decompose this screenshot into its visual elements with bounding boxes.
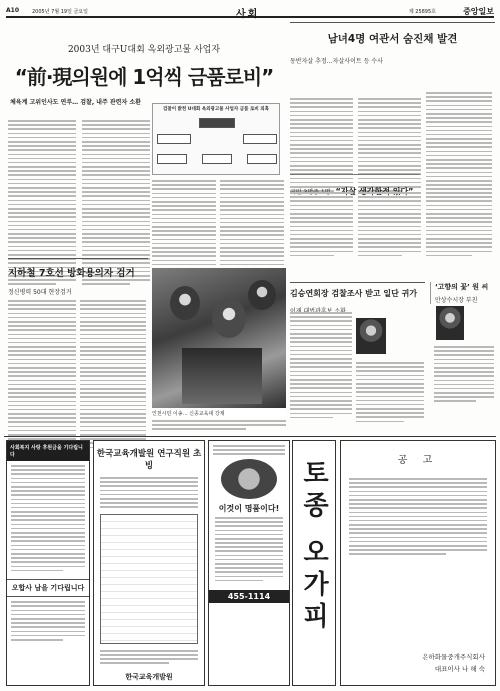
- notice-body: [341, 466, 495, 567]
- lead-story: [10, 42, 278, 106]
- ogapi-ad-body: [209, 514, 289, 584]
- ad-edu-institute: [93, 440, 205, 686]
- survey-body-col2: [358, 192, 421, 256]
- notice-signer: 대표이사 나 해 숙: [434, 665, 485, 673]
- motel-body-col3: [426, 92, 492, 194]
- edu-ad-table: [100, 514, 198, 644]
- subway-body-col2: [80, 300, 146, 448]
- ogapi-ad-phone: 455-1114: [209, 590, 289, 603]
- survey-body-col3: [426, 192, 492, 256]
- diagram-node-center: [199, 118, 235, 128]
- story-kim: [290, 282, 425, 315]
- story-subway: [8, 258, 148, 296]
- ad-ogapi-brand: [292, 440, 336, 686]
- ogapi-ad-top: [209, 441, 289, 459]
- kim-headline: 김승연회장 검찰조사 받고 일단 귀가: [290, 289, 418, 298]
- diagram-title: 검찰이 밝힌 U대회 옥외광고물 사업자 금품 로비 의혹: [163, 107, 269, 112]
- edu-ad-footer: 한국교육개발원: [125, 672, 173, 682]
- ogapi-brand: 토종 오가피: [298, 459, 329, 635]
- page-number: A10: [6, 7, 19, 14]
- motel-headline: 남녀4명 여관서 숨진채 발견: [327, 33, 458, 45]
- issue-date: 2005년 7월 19일 금요일: [32, 9, 89, 15]
- edu-ad-body: [94, 477, 204, 508]
- kim-body-col2: [356, 362, 424, 422]
- notice-company: 은하화물중개주식회사: [422, 653, 485, 661]
- lead-subhead: 체육계 고위인사도 연루… 검찰, 내주 관련자 소환: [10, 99, 141, 106]
- welfare-ad-big: 오합사 남을 기다립니다: [7, 579, 89, 597]
- lobby-diagram: [152, 103, 280, 175]
- sidebar-profile: [430, 282, 494, 304]
- section-title: 사회: [236, 9, 260, 20]
- lead-kicker: 2003년 대구U대회 옥외광고물 사업자: [67, 45, 221, 55]
- kim-photo: [356, 318, 386, 354]
- photo-person-1: [170, 286, 200, 320]
- edu-ad-title: 한국교육개발원 연구직원 초빙: [96, 449, 202, 471]
- photo-person-3: [248, 280, 276, 310]
- edition-number: 제 25895호: [408, 9, 436, 15]
- notice-ad: [340, 440, 496, 686]
- photo-person-2: [212, 298, 246, 338]
- subway-subhead: 정신병력 50대 현장검거: [8, 289, 72, 296]
- motel-subhead: 동반자살 추정…자살사이트 등 수사: [290, 58, 383, 65]
- profile-subtitle: 안상수시장 부친: [435, 297, 478, 304]
- diagram-node-left: [157, 134, 191, 144]
- notice-title: 공 고: [397, 455, 439, 466]
- profile-body: [434, 346, 494, 402]
- diagram-node-b: [202, 154, 232, 164]
- ogapi-ad-image: [221, 459, 277, 499]
- photo-crowd: [182, 348, 262, 404]
- welfare-ad-text: [7, 461, 89, 575]
- survey-body-col1: [290, 192, 353, 256]
- subway-headline: 지하철 7호선 방화용의자 검거: [8, 268, 135, 279]
- ad-divider: [4, 436, 496, 437]
- photo-caption-body: [152, 420, 286, 430]
- subway-body-col1: [8, 300, 76, 448]
- page-header: [6, 4, 494, 18]
- photo-caption: 인천시민 이송… 신종교육대 강제: [152, 410, 286, 417]
- diagram-node-c: [247, 154, 277, 164]
- newspaper-logo: 중앙일보: [463, 6, 494, 16]
- story-motel: [290, 22, 495, 65]
- welfare-ad-title: 사회복지 사랑 후원금을 기다립니다: [7, 441, 89, 461]
- news-photo: [152, 268, 286, 408]
- ad-ogapi: [208, 440, 290, 686]
- ogapi-ad-slogan: 이것이 명품이다!: [218, 503, 280, 513]
- profile-photo: [436, 306, 464, 340]
- diagram-node-a: [157, 154, 187, 164]
- kim-body-col1: [290, 312, 352, 418]
- edu-ad-notes: [94, 650, 204, 664]
- profile-title: ‘고향의 꽃’ 원 씨: [435, 283, 489, 291]
- diagram-node-right: [243, 134, 277, 144]
- lead-headline: “前·現의원에 1억씩 금품로비”: [14, 65, 274, 89]
- welfare-ad-footer: [7, 597, 89, 644]
- ad-welfare: [6, 440, 90, 686]
